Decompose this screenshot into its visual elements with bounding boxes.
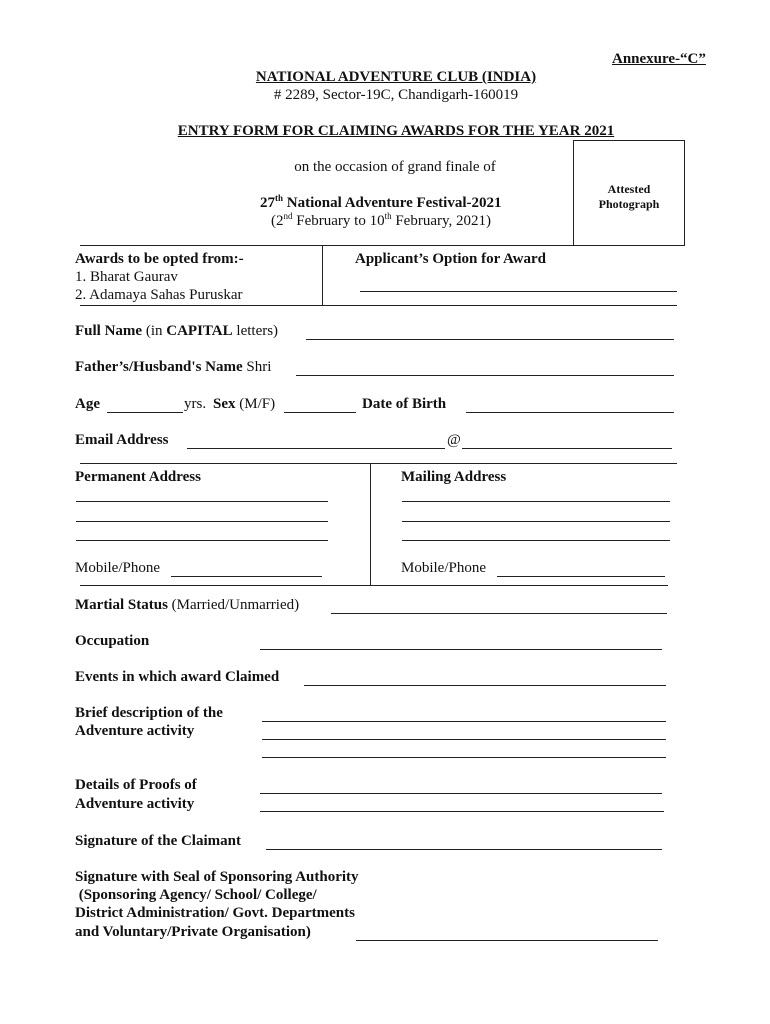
- mailing-address-label: Mailing Address: [401, 469, 507, 485]
- mobile-field-left[interactable]: [171, 576, 322, 577]
- proofs-field-line-2[interactable]: [260, 811, 664, 812]
- address-top-rule: [80, 463, 677, 464]
- mailing-address-line-1[interactable]: [402, 501, 670, 502]
- proofs-label-2: Adventure activity: [75, 796, 195, 812]
- signature-claimant-field[interactable]: [266, 849, 662, 850]
- email-domain-field[interactable]: [462, 448, 672, 449]
- proofs-field-line-1[interactable]: [260, 793, 662, 794]
- form-title: ENTRY FORM FOR CLAIMING AWARDS FOR THE YEAR 2021: [177, 123, 615, 139]
- signature-claimant-label: Signature of the Claimant: [75, 833, 241, 849]
- full-name-field[interactable]: [306, 339, 674, 340]
- permanent-address-line-3[interactable]: [76, 540, 328, 541]
- brief-label-1: Brief description of the: [75, 705, 223, 721]
- address-bottom-rule: [80, 585, 668, 586]
- photo-box: [573, 140, 685, 246]
- age-field[interactable]: [107, 412, 183, 413]
- permanent-address-label: Permanent Address: [75, 469, 201, 485]
- full-name-row: Full Name (in CAPITAL letters): [75, 323, 279, 339]
- events-label: Events in which award Claimed: [75, 669, 280, 685]
- brief-field-line-1[interactable]: [262, 721, 666, 722]
- awards-heading: Awards to be opted from:-: [75, 251, 244, 267]
- mobile-label-right: Mobile/Phone: [401, 560, 486, 576]
- dob-field[interactable]: [466, 412, 674, 413]
- awards-top-rule: [80, 245, 612, 246]
- applicant-option-label: Applicant’s Option for Award: [355, 251, 546, 267]
- award-option-1: 1. Bharat Gaurav: [75, 269, 178, 285]
- sponsor-signature-field[interactable]: [356, 940, 658, 941]
- email-at: @: [447, 432, 461, 448]
- festival-name: 27th National Adventure Festival-2021: [260, 193, 502, 211]
- events-field[interactable]: [304, 685, 666, 686]
- sponsor-line-3: District Administration/ Govt. Departments: [75, 905, 355, 921]
- awards-bottom-rule: [80, 305, 677, 306]
- annexure-label: Annexure-“C”: [612, 51, 706, 67]
- sex-row: Sex (M/F): [213, 396, 276, 412]
- photo-box-line2: Photograph: [598, 197, 660, 211]
- age-label: Age: [75, 396, 100, 412]
- brief-field-line-3[interactable]: [262, 757, 666, 758]
- occupation-label: Occupation: [75, 633, 150, 649]
- mobile-label-left: Mobile/Phone: [75, 560, 160, 576]
- sponsor-line-1: Signature with Seal of Sponsoring Authority: [75, 869, 359, 885]
- photo-box-line1: Attested: [607, 182, 651, 196]
- permanent-address-line-2[interactable]: [76, 521, 328, 522]
- proofs-label-1: Details of Proofs of: [75, 777, 197, 793]
- brief-label-2: Adventure activity: [75, 723, 195, 739]
- org-name: NATIONAL ADVENTURE CLUB (INDIA): [255, 69, 537, 85]
- sponsor-line-2: (Sponsoring Agency/ School/ College/: [75, 887, 317, 903]
- occupation-field[interactable]: [260, 649, 662, 650]
- applicant-option-field[interactable]: [360, 291, 677, 292]
- festival-dates: (2nd February to 10th February, 2021): [271, 211, 492, 229]
- mailing-address-line-3[interactable]: [402, 540, 670, 541]
- brief-field-line-2[interactable]: [262, 739, 666, 740]
- dob-label: Date of Birth: [362, 396, 447, 412]
- sponsor-line-4: and Voluntary/Private Organisation): [75, 924, 311, 940]
- email-user-field[interactable]: [187, 448, 445, 449]
- marital-field[interactable]: [331, 613, 667, 614]
- father-name-row: Father’s/Husband's Name Shri: [75, 359, 272, 375]
- occasion-line: on the occasion of grand finale of: [294, 159, 496, 175]
- sex-field[interactable]: [284, 412, 356, 413]
- age-unit: yrs.: [184, 396, 207, 412]
- awards-divider: [322, 245, 323, 305]
- father-name-field[interactable]: [296, 375, 674, 376]
- org-address: # 2289, Sector-19C, Chandigarh-160019: [273, 87, 519, 103]
- marital-row: Martial Status (Married/Unmarried): [75, 597, 300, 613]
- permanent-address-line-1[interactable]: [76, 501, 328, 502]
- award-option-2: 2. Adamaya Sahas Puruskar: [75, 287, 243, 303]
- email-label: Email Address: [75, 432, 169, 448]
- address-divider: [370, 463, 371, 585]
- mobile-field-right[interactable]: [497, 576, 665, 577]
- mailing-address-line-2[interactable]: [402, 521, 670, 522]
